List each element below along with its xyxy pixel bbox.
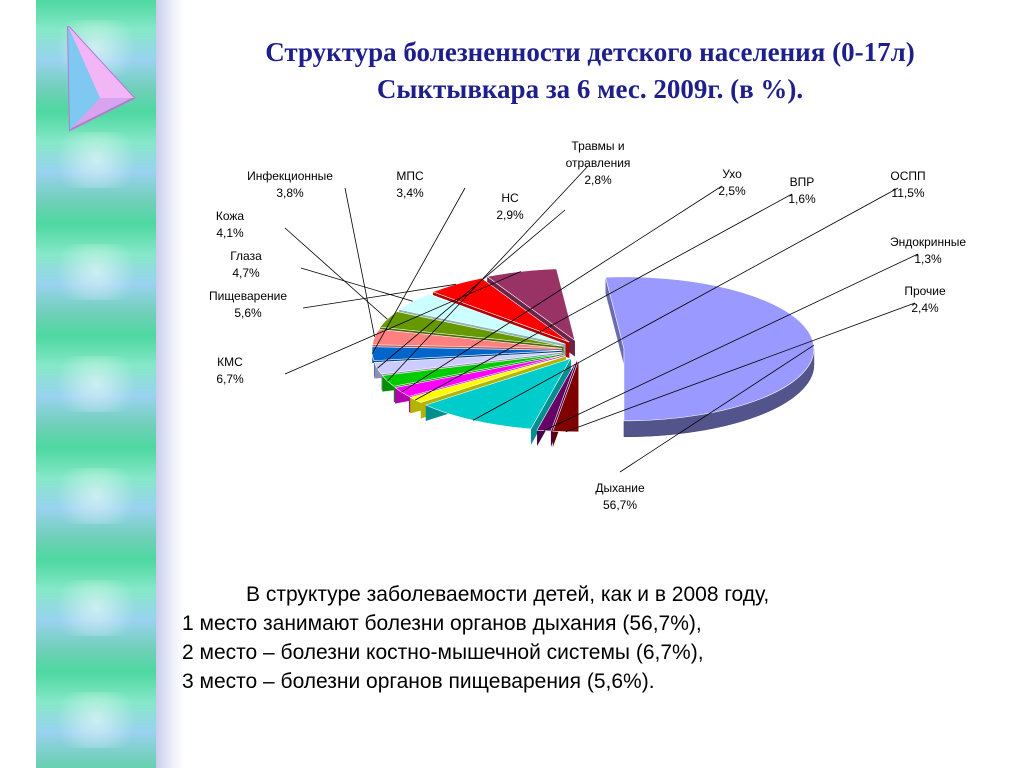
decorative-side-edge — [156, 0, 184, 768]
pie-slice-0 — [606, 277, 814, 437]
slice-label-4: Кожа — [215, 209, 245, 223]
slice-value-13: 2,4% — [911, 301, 939, 315]
summary-line-4: 3 место – болезни органов пищеварения (5,6%). — [182, 670, 655, 693]
slice-value-7: 2,9% — [496, 208, 524, 222]
slice-label-0: Дыхание — [595, 481, 645, 495]
page-title — [170, 34, 1010, 108]
summary-line-3: 2 место – болезни костно-мышечной системы (6,7%), — [182, 641, 704, 664]
summary-line-1: В структуре заболеваемости детей, как и в 2008 году, — [246, 583, 770, 606]
summary-line-2: 1 место занимают болезни органов дыхания (56,7%), — [182, 612, 702, 635]
slice-label-6: МПС — [396, 169, 424, 183]
slice-value-10: 1,6% — [788, 192, 816, 206]
slice-value-0: 56,7% — [602, 498, 638, 512]
pie-chart — [190, 140, 1000, 530]
slice-label-9: Ухо — [722, 167, 742, 181]
slice-label-3: Глаза — [230, 249, 262, 263]
triangle-arrow-icon — [60, 26, 140, 136]
slice-label-8: отравления — [565, 156, 631, 170]
slice-value-5: 3,8% — [276, 186, 304, 200]
page-title-line-1: Структура болезненности детского населения (0-17л) — [265, 37, 915, 68]
slice-label-7: НС — [501, 191, 519, 205]
slice-label-2: Пищеварение — [208, 289, 288, 303]
slice-value-1: 6,7% — [216, 372, 244, 386]
slice-value-11: 11,5% — [891, 186, 925, 200]
slice-value-4: 4,1% — [216, 226, 244, 240]
slice-value-6: 3,4% — [396, 186, 424, 200]
slice-label-8: Травмы и — [571, 140, 625, 153]
slice-label-13: Прочие — [904, 284, 946, 298]
slice-value-9: 2,5% — [718, 184, 746, 198]
leader-line-4 — [285, 228, 387, 319]
slice-label-1: КМС — [217, 355, 243, 369]
slice-label-10: ВПР — [789, 175, 815, 189]
slice-value-2: 5,6% — [234, 306, 262, 320]
slice-label-5: Инфекционные — [247, 169, 333, 183]
leader-line-5 — [345, 188, 375, 337]
slice-label-12: Эндокринные — [889, 235, 967, 249]
slice-value-8: 2,8% — [584, 173, 612, 187]
leader-line-3 — [301, 268, 413, 301]
summary-text — [182, 580, 960, 696]
slice-value-3: 4,7% — [232, 266, 260, 280]
page-title-line-2: Сыктывкара за 6 мес. 2009г. (в %). — [376, 74, 804, 105]
slice-label-11: ОСПП — [890, 169, 926, 183]
slice-value-12: 1,3% — [914, 252, 942, 266]
